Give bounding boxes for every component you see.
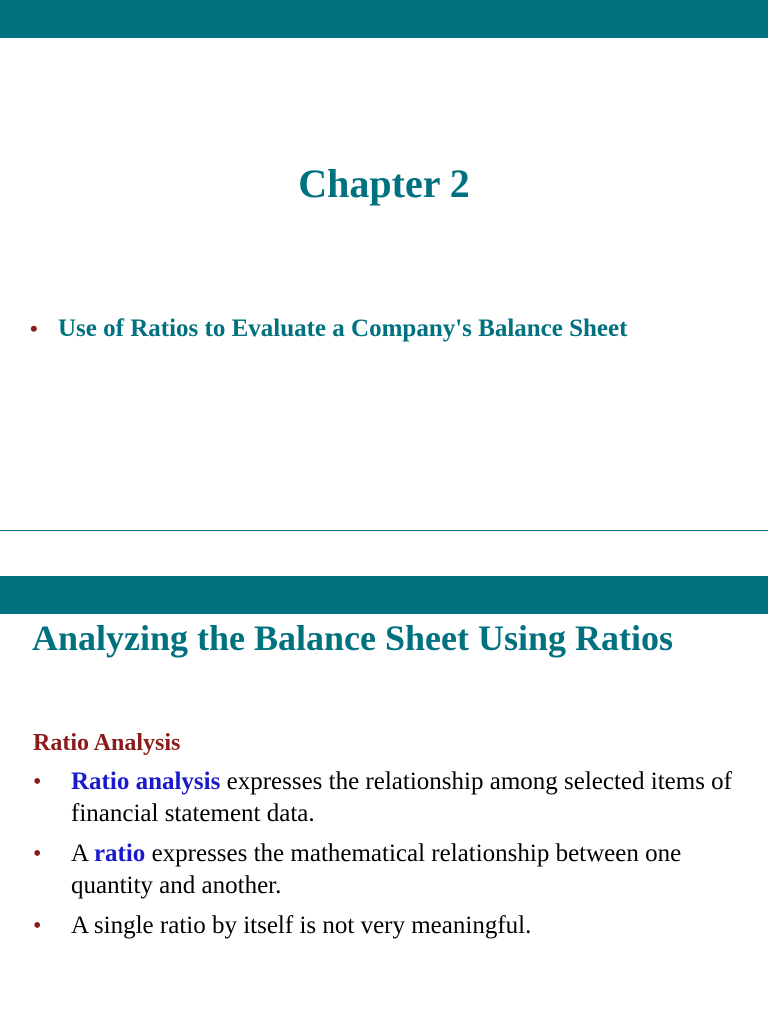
bullet-suffix-text: expresses the mathematical relationship between one quantity and another.	[71, 840, 682, 899]
bullet-icon: •	[33, 913, 42, 939]
slide1-bullet-text: Use of Ratios to Evaluate a Company's Balance Sheet	[58, 315, 628, 342]
slide2-bullet-text	[71, 838, 733, 902]
bullet-icon: •	[33, 841, 42, 867]
slide-divider	[0, 530, 768, 531]
slide2-bullet-item	[33, 766, 733, 830]
section-heading: Ratio Analysis	[33, 730, 181, 756]
slide-ratio-analysis	[0, 576, 768, 1024]
slide2-bullet-item	[33, 838, 733, 902]
bullet-suffix-text: expresses the relationship among selected items of financial statement data.	[71, 768, 733, 827]
key-term: Ratio analysis	[71, 768, 221, 795]
slide-header-bar	[0, 0, 768, 38]
slide2-bullet-item	[33, 910, 733, 942]
bullet-prefix-text: A single ratio by itself is not very meaningful.	[71, 912, 532, 939]
slide1-bullet-list	[30, 313, 720, 345]
slide2-bullet-list	[33, 766, 733, 950]
slide2-bullet-text	[71, 766, 733, 830]
bullet-prefix-text: A	[71, 840, 94, 867]
bullet-icon: •	[33, 769, 42, 795]
slide-header-bar	[0, 576, 768, 614]
slide2-bullet-text	[71, 910, 531, 942]
key-term: ratio	[93, 840, 146, 867]
chapter-title: Chapter 2	[298, 161, 470, 206]
slide1-bullet-item	[30, 313, 720, 345]
slide-title: Analyzing the Balance Sheet Using Ratios	[32, 618, 674, 658]
bullet-icon: •	[30, 316, 38, 341]
